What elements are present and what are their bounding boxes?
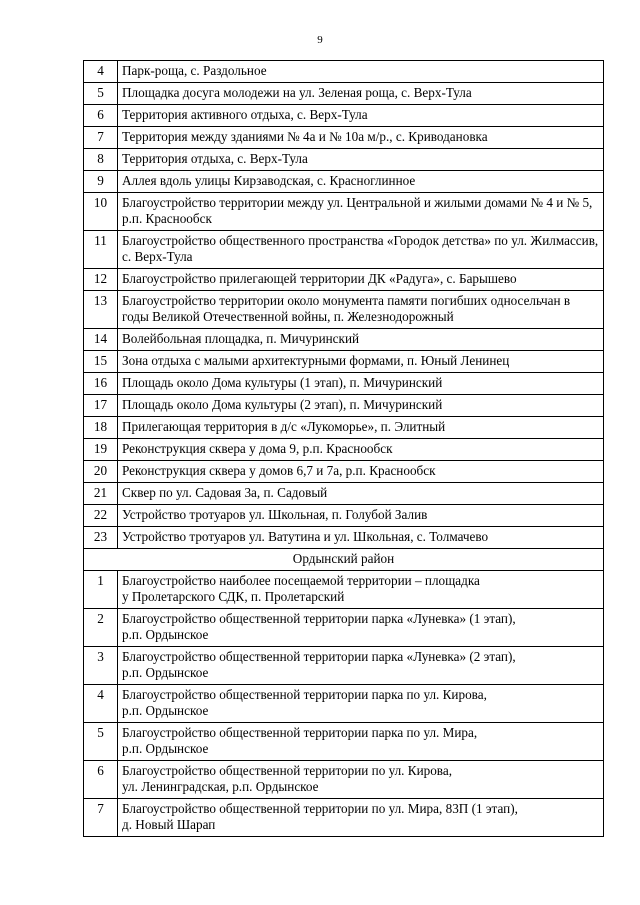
section-title: Ордынский район (84, 549, 604, 571)
row-number: 2 (84, 609, 118, 647)
row-text-line: Благоустройство общественной территории по ул. Мира, 83П (1 этап), (122, 801, 518, 816)
row-number: 22 (84, 505, 118, 527)
row-text: Территория активного отдыха, с. Верх-Тула (118, 105, 604, 127)
row-text: Площадка досуга молодежи на ул. Зеленая роща, с. Верх-Тула (118, 83, 604, 105)
row-text-line: Благоустройство общественной территории парка по ул. Мира, (122, 725, 478, 740)
table-row (84, 149, 604, 171)
section-header-row (84, 549, 604, 571)
table-row (84, 373, 604, 395)
row-text: Прилегающая территория в д/с «Лукоморье», п. Элитный (118, 417, 604, 439)
row-text: Волейбольная площадка, п. Мичуринский (118, 329, 604, 351)
row-number: 11 (84, 231, 118, 269)
row-number: 6 (84, 761, 118, 799)
row-text: Благоустройство общественного пространства «Городок детства» по ул. Жилмассив, с. Верх-Тула (118, 231, 604, 269)
table-row (84, 685, 604, 723)
table-row (84, 505, 604, 527)
table-row (84, 291, 604, 329)
table-row (84, 439, 604, 461)
table-row (84, 171, 604, 193)
row-number: 23 (84, 527, 118, 549)
row-number: 14 (84, 329, 118, 351)
row-text: Площадь около Дома культуры (2 этап), п. Мичуринский (118, 395, 604, 417)
row-text: Благоустройство территории около монумента памяти погибших односельчан в годы Великой Отечественной войны, п. Железнодорожный (118, 291, 604, 329)
table-row (84, 61, 604, 83)
row-number: 7 (84, 799, 118, 837)
table-row (84, 105, 604, 127)
table-row (84, 351, 604, 373)
row-text: Благоустройство прилегающей территории ДК «Радуга», с. Барышево (118, 269, 604, 291)
row-text: Реконструкция сквера у домов 6,7 и 7а, р.п. Краснообск (118, 461, 604, 483)
row-text: Территория отдыха, с. Верх-Тула (118, 149, 604, 171)
row-text-line: Благоустройство общественной территории парка «Луневка» (2 этап), (122, 649, 516, 664)
row-number: 12 (84, 269, 118, 291)
table-row (84, 83, 604, 105)
row-number: 16 (84, 373, 118, 395)
table-row (84, 269, 604, 291)
row-number: 7 (84, 127, 118, 149)
row-number: 4 (84, 61, 118, 83)
row-text-line: р.п. Ордынское (122, 741, 209, 756)
row-number: 10 (84, 193, 118, 231)
row-text-line: у Пролетарского СДК, п. Пролетарский (122, 589, 345, 604)
row-number: 5 (84, 723, 118, 761)
row-text-line: Благоустройство общественной территории парка по ул. Кирова, (122, 687, 487, 702)
page-number: 9 (317, 34, 323, 46)
row-number: 13 (84, 291, 118, 329)
table-row (84, 231, 604, 269)
row-number: 19 (84, 439, 118, 461)
row-number: 9 (84, 171, 118, 193)
row-number: 8 (84, 149, 118, 171)
table-row (84, 647, 604, 685)
row-text-line: Благоустройство общественной территории по ул. Кирова, (122, 763, 453, 778)
row-text: Устройство тротуаров ул. Ватутина и ул. Школьная, с. Толмачево (118, 527, 604, 549)
row-text (118, 609, 604, 647)
row-number: 5 (84, 83, 118, 105)
row-text (118, 799, 604, 837)
row-text: Сквер по ул. Садовая 3а, п. Садовый (118, 483, 604, 505)
table-row (84, 127, 604, 149)
row-text-line: Благоустройство общественной территории парка «Луневка» (1 этап), (122, 611, 516, 626)
table-row (84, 483, 604, 505)
table-row (84, 723, 604, 761)
row-text-line: ул. Ленинградская, р.п. Ордынское (122, 779, 319, 794)
row-number: 3 (84, 647, 118, 685)
table-row (84, 761, 604, 799)
row-number: 18 (84, 417, 118, 439)
row-text (118, 647, 604, 685)
row-text-line: р.п. Ордынское (122, 665, 209, 680)
table-row (84, 527, 604, 549)
row-text (118, 685, 604, 723)
row-text: Площадь около Дома культуры (1 этап), п. Мичуринский (118, 373, 604, 395)
row-text-line: д. Новый Шарап (122, 817, 216, 832)
row-number: 21 (84, 483, 118, 505)
row-text (118, 571, 604, 609)
row-text (118, 723, 604, 761)
row-number: 15 (84, 351, 118, 373)
row-number: 20 (84, 461, 118, 483)
table-row (84, 193, 604, 231)
table-row (84, 395, 604, 417)
row-text: Зона отдыха с малыми архитектурными формами, п. Юный Ленинец (118, 351, 604, 373)
row-text: Территория между зданиями № 4а и № 10а м/р., с. Криводановка (118, 127, 604, 149)
row-text: Устройство тротуаров ул. Школьная, п. Голубой Залив (118, 505, 604, 527)
table-row (84, 461, 604, 483)
row-number: 1 (84, 571, 118, 609)
row-text: Парк-роща, с. Раздольное (118, 61, 604, 83)
row-number: 17 (84, 395, 118, 417)
territory-table-body (84, 61, 604, 837)
table-row (84, 417, 604, 439)
row-text: Реконструкция сквера у дома 9, р.п. Краснообск (118, 439, 604, 461)
table-row (84, 571, 604, 609)
table-row (84, 329, 604, 351)
row-text-line: р.п. Ордынское (122, 627, 209, 642)
table-row (84, 799, 604, 837)
table-row (84, 609, 604, 647)
row-number: 6 (84, 105, 118, 127)
row-text: Аллея вдоль улицы Кирзаводская, с. Красноглинное (118, 171, 604, 193)
row-text-line: Благоустройство наиболее посещаемой территории – площадка (122, 573, 480, 588)
row-text: Благоустройство территории между ул. Центральной и жилыми домами № 4 и № 5, р.п. Краснообск (118, 193, 604, 231)
territory-table (83, 60, 604, 837)
row-text-line: р.п. Ордынское (122, 703, 209, 718)
row-text (118, 761, 604, 799)
row-number: 4 (84, 685, 118, 723)
